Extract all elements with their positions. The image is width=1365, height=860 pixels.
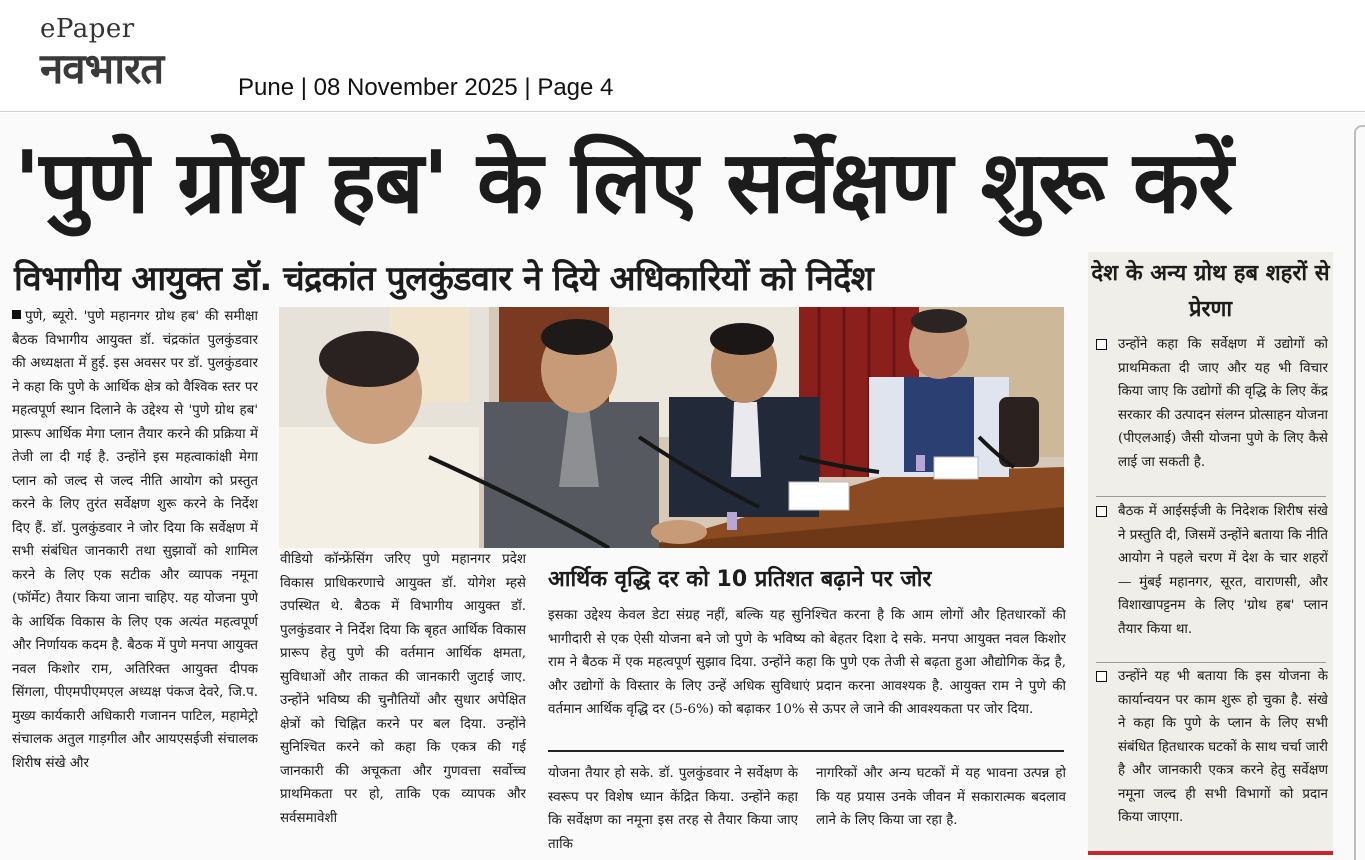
epaper-header — [0, 0, 1365, 112]
sidebar-divider — [1096, 662, 1326, 663]
section-paragraph: इसका उद्देश्य केवल डेटा संग्रह नहीं, बल्कि यह सुनिश्चित करना है कि आम लोगों और हितधारकों की भागीदारी से एक ऐसी योजना बने जो पुणे के भविष्य को बेहतर दिशा दे सके. मनपा आयुक्त नवल किशोर राम ने बैठक में एक महत्वपूर्ण सुझाव दिया. उन्होंने कहा कि पुणे एक तेजी से बढ़ता हुआ औद्योगिक केंद्र है, और उद्योगों के विस्तार के लिए उन्हें अधिक सुविधाएं प्रदान करना आवश्यक है. आयुक्त राम ने पुणे की वर्तमान आर्थिक वृद्धि दर (5-6%) को बढ़ाकर 10% से ऊपर ले जाने की आवश्यकता पर जोर दिया. — [548, 608, 1066, 717]
sidebar-item-text: उन्होंने कहा कि सर्वेक्षण में उद्योगों को प्राथमिकता दी जाए और यह भी विचार किया जाए कि उद्योगों की वृद्धि के लिए केंद्र सरकार की उत्पादन संलग्न प्रोत्साहन योजना (पीएलआई) जैसी योजना पुणे के लिए कैसे लाई जा सकती है. — [1118, 337, 1328, 470]
brand-logo-navbharat: नवभारत — [40, 44, 164, 93]
article-photo[interactable] — [279, 307, 1064, 548]
article-column-1 — [12, 305, 258, 857]
article-column-5: नागरिकों और अन्य घटकों में यह भावना उत्पन्न हो कि यह प्रयास उनके जीवन में सकारात्मक बदलाव लाने के लिए किया जा रहा है. — [816, 766, 1066, 828]
sidebar-divider — [1096, 496, 1326, 497]
next-page-edge[interactable] — [1354, 125, 1365, 860]
sidebar-item-text: उन्होंने यह भी बताया कि इस योजना के कार्यान्वयन पर काम शुरू हो चुका है. संखे ने कहा कि पुणे के प्लान के लिए सभी संबंधित हितधारक घटकों के साथ चर्चा जारी है और जानकारी एकत्र करने हेतु सर्वेक्षण नमूना जल्द ही सभी विभागों को प्रदान किया जाएगा. — [1118, 669, 1328, 825]
brand-epaper-label: ePaper — [40, 14, 135, 44]
article-headline: 'पुणे ग्रोथ हब' के लिए सर्वेक्षण शुरू करें — [14, 133, 1233, 233]
meeting-photo-illustration — [279, 307, 1064, 548]
sidebar-accent-bar — [1088, 851, 1333, 855]
article-column-1-text: पुणे, ब्यूरो. 'पुणे महानगर ग्रोथ हब' की समीक्षा बैठक विभागीय आयुक्त डॉ. चंद्रकांत पुलकुंडवार की अध्यक्षता में हुई. इस अवसर पर डॉ. पुलकुंडवार ने कहा कि पुणे के आर्थिक क्षेत्र को वैश्विक स्तर पर महत्वपूर्ण स्थान दिलाने के उद्देश्य से 'पुणे ग्रोथ हब' प्रारूप आर्थिक मेगा प्लान तैयार करने की प्रक्रिया में तेजी ला दी गई है. उन्होंने इस महत्वाकांक्षी मेगा प्लान को जल्द से जल्द नीति आयोग को प्रस्तुत करने के लिए तुरंत सर्वेक्षण शुरू करने के निर्देश दिए हैं. डॉ. पुलकुंडवार ने जोर दिया कि सर्वेक्षण में सभी संबंधित जानकारी तथा सुझावों को शामिल करने के लिए एक सटीक और व्यापक नमूना (फॉर्मेट) तैयार किया जाना चाहिए. यह योजना पुणे के आर्थिक विकास के लिए एक अत्यंत महत्वपूर्ण और निर्णायक कदम है. बैठक में पुणे मनपा आयुक्त नवल किशोर राम, अतिरिक्त आयुक्त दीपक सिंगला, पीएमपीएमएल अध्यक्ष पंकज देवरे, जि.प. मुख्य कार्यकारी अधिकारी गजानन पाटिल, महामेट्रो संचालक अतुल गाड़गील और आयएसईजी संचालक शिरीष संखे और — [12, 309, 258, 771]
checkbox-bullet-icon — [1096, 506, 1107, 517]
section-divider — [548, 750, 1064, 752]
sidebar-title: देश के अन्य ग्रोथ हब शहरों से प्रेरणा — [1091, 261, 1330, 322]
checkbox-bullet-icon — [1096, 671, 1107, 682]
article-column-4: योजना तैयार हो सके. डॉ. पुलकुंडवार ने सर्वेक्षण के स्वरूप पर विशेष ध्यान केंद्रित किया. उन्होंने कहा कि सर्वेक्षण का नमूना इस तरह से तैयार किया जाए ताकि — [548, 766, 798, 852]
sidebar-item — [1096, 500, 1328, 662]
sidebar-item — [1096, 665, 1328, 851]
article-subheadline: विभागीय आयुक्त डॉ. चंद्रकांत पुलकुंडवार ने दिये अधिकारियों को निर्देश — [14, 259, 874, 299]
sidebar-item-text: बैठक में आईसईजी के निदेशक शिरीष संखे ने प्रस्तुति दी, जिसमें उन्होंने बताया कि नीति आयोग ने पहले चरण में देश के चार शहरों— मुंबई महानगर, सूरत, वाराणसी, और विशाखापट्टनम के लिए 'ग्रोथ हब' प्लान तैयार किया था. — [1118, 504, 1328, 637]
dateline-bullet-icon — [12, 310, 21, 319]
sidebar-item — [1096, 333, 1328, 495]
edition-info: Pune | 08 November 2025 | Page 4 — [238, 74, 614, 101]
section-heading-growth-rate: आर्थिक वृद्धि दर को 10 प्रतिशत बढ़ाने पर जोर — [548, 567, 932, 592]
checkbox-bullet-icon — [1096, 339, 1107, 350]
article-column-2: वीडियो कॉन्फ्रेंसिंग जरिए पुणे महानगर प्रदेश विकास प्राधिकरणाचे आयुक्त डॉ. योगेश म्हसे उपस्थित थे. बैठक में विभागीय आयुक्त डॉ. पुलकुंडवार ने निर्देश दिया कि बृहत आर्थिक विकास प्रारूप हेतु पुणे की वर्तमान आर्थिक क्षमता, सुविधाओं और ताकत की जानकारी जुटाई जाए. उन्होंने भविष्य की चुनौतियों और सुधार अपेक्षित क्षेत्रों को चिह्नित करने पर बल दिया. उन्होंने सुनिश्चित करने को कहा कि एकत्र की गई जानकारी की अचूकता और गुणवत्ता सर्वोच्च प्राथमिकता पर हो, ताकि एक व्यापक और सर्वसमावेशी — [280, 552, 526, 826]
